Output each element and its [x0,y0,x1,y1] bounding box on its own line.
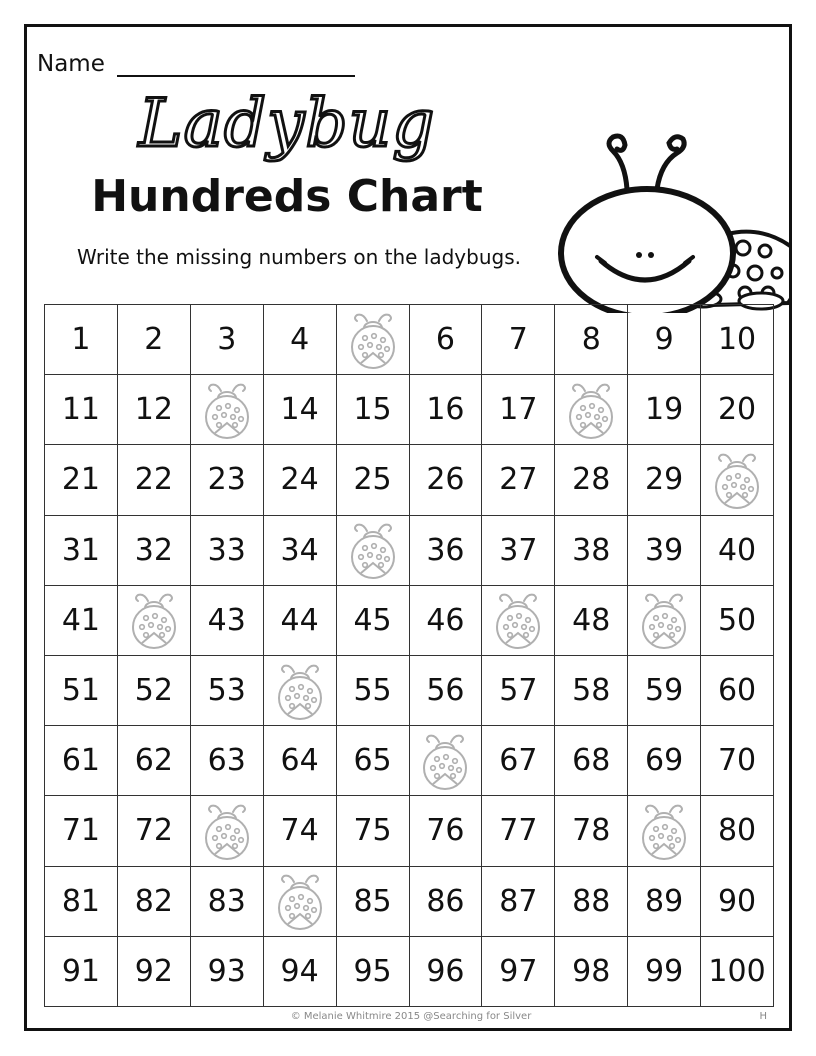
ladybug-icon [124,589,184,651]
number-cell: 16 [410,375,483,445]
number-cell: 17 [482,375,555,445]
number-cell: 28 [555,445,628,515]
number-cell: 31 [45,516,118,586]
number-cell: 3 [191,305,264,375]
number-cell: 50 [701,586,774,656]
ladybug-icon [415,730,475,792]
number-cell: 19 [628,375,701,445]
number-cell: 87 [482,867,555,937]
number-cell: 65 [337,726,410,796]
number-cell: 92 [118,937,191,1007]
number-cell: 52 [118,656,191,726]
number-cell: 24 [264,445,337,515]
page-number: H [759,1011,767,1022]
number-cell: 32 [118,516,191,586]
number-cell: 9 [628,305,701,375]
missing-number-cell[interactable] [264,867,337,937]
number-cell: 70 [701,726,774,796]
name-label: Name [37,51,105,77]
missing-number-cell[interactable] [482,586,555,656]
missing-number-cell[interactable] [628,586,701,656]
number-cell: 98 [555,937,628,1007]
worksheet [24,24,792,1031]
ladybug-icon [634,589,694,651]
ladybug-mascot-icon [553,123,789,313]
number-cell: 41 [45,586,118,656]
number-cell: 69 [628,726,701,796]
number-cell: 74 [264,796,337,866]
number-cell: 37 [482,516,555,586]
number-cell: 77 [482,796,555,866]
number-cell: 40 [701,516,774,586]
missing-number-cell[interactable] [191,375,264,445]
number-cell: 58 [555,656,628,726]
missing-number-cell[interactable] [337,516,410,586]
name-row [37,49,355,77]
number-cell: 63 [191,726,264,796]
number-cell: 33 [191,516,264,586]
number-cell: 51 [45,656,118,726]
number-cell: 15 [337,375,410,445]
name-field-line[interactable] [117,49,355,77]
number-cell: 34 [264,516,337,586]
number-cell: 64 [264,726,337,796]
title-script: Ladybug [138,85,436,162]
number-cell: 94 [264,937,337,1007]
number-cell: 44 [264,586,337,656]
ladybug-icon [634,800,694,862]
number-cell: 91 [45,937,118,1007]
number-cell: 46 [410,586,483,656]
number-cell: 10 [701,305,774,375]
number-cell: 20 [701,375,774,445]
number-cell: 99 [628,937,701,1007]
missing-number-cell[interactable] [628,796,701,866]
number-cell: 60 [701,656,774,726]
number-cell: 29 [628,445,701,515]
title-bold: Hundreds Chart [91,171,483,222]
number-cell: 26 [410,445,483,515]
copyright-footer: © Melanie Whitmire 2015 @Searching for Silver [290,1011,532,1022]
number-cell: 43 [191,586,264,656]
missing-number-cell[interactable] [191,796,264,866]
ladybug-icon [343,309,403,371]
number-cell: 57 [482,656,555,726]
missing-number-cell[interactable] [337,305,410,375]
number-cell: 68 [555,726,628,796]
number-cell: 23 [191,445,264,515]
number-cell: 27 [482,445,555,515]
number-cell: 80 [701,796,774,866]
number-cell: 100 [701,937,774,1007]
missing-number-cell[interactable] [701,445,774,515]
number-cell: 67 [482,726,555,796]
number-cell: 36 [410,516,483,586]
number-cell: 86 [410,867,483,937]
number-cell: 62 [118,726,191,796]
number-cell: 71 [45,796,118,866]
number-cell: 55 [337,656,410,726]
missing-number-cell[interactable] [555,375,628,445]
number-cell: 95 [337,937,410,1007]
hundreds-chart-grid [44,304,774,1007]
number-cell: 39 [628,516,701,586]
number-cell: 2 [118,305,191,375]
number-cell: 85 [337,867,410,937]
number-cell: 53 [191,656,264,726]
number-cell: 78 [555,796,628,866]
number-cell: 21 [45,445,118,515]
number-cell: 76 [410,796,483,866]
number-cell: 48 [555,586,628,656]
number-cell: 96 [410,937,483,1007]
number-cell: 6 [410,305,483,375]
number-cell: 61 [45,726,118,796]
number-cell: 38 [555,516,628,586]
ladybug-icon [343,519,403,581]
number-cell: 1 [45,305,118,375]
number-cell: 12 [118,375,191,445]
missing-number-cell[interactable] [264,656,337,726]
number-cell: 89 [628,867,701,937]
ladybug-icon [707,449,767,511]
number-cell: 7 [482,305,555,375]
number-cell: 83 [191,867,264,937]
number-cell: 25 [337,445,410,515]
ladybug-icon [197,379,257,441]
number-cell: 75 [337,796,410,866]
number-cell: 8 [555,305,628,375]
number-cell: 81 [45,867,118,937]
ladybug-icon [197,800,257,862]
number-cell: 59 [628,656,701,726]
number-cell: 56 [410,656,483,726]
ladybug-icon [488,589,548,651]
number-cell: 45 [337,586,410,656]
number-cell: 22 [118,445,191,515]
number-cell: 72 [118,796,191,866]
ladybug-icon [561,379,621,441]
number-cell: 4 [264,305,337,375]
number-cell: 88 [555,867,628,937]
number-cell: 97 [482,937,555,1007]
number-cell: 82 [118,867,191,937]
ladybug-icon [270,870,330,932]
number-cell: 14 [264,375,337,445]
missing-number-cell[interactable] [118,586,191,656]
instruction-text: Write the missing numbers on the ladybugs. [77,245,521,269]
number-cell: 90 [701,867,774,937]
ladybug-icon [270,660,330,722]
number-cell: 93 [191,937,264,1007]
number-cell: 11 [45,375,118,445]
missing-number-cell[interactable] [410,726,483,796]
